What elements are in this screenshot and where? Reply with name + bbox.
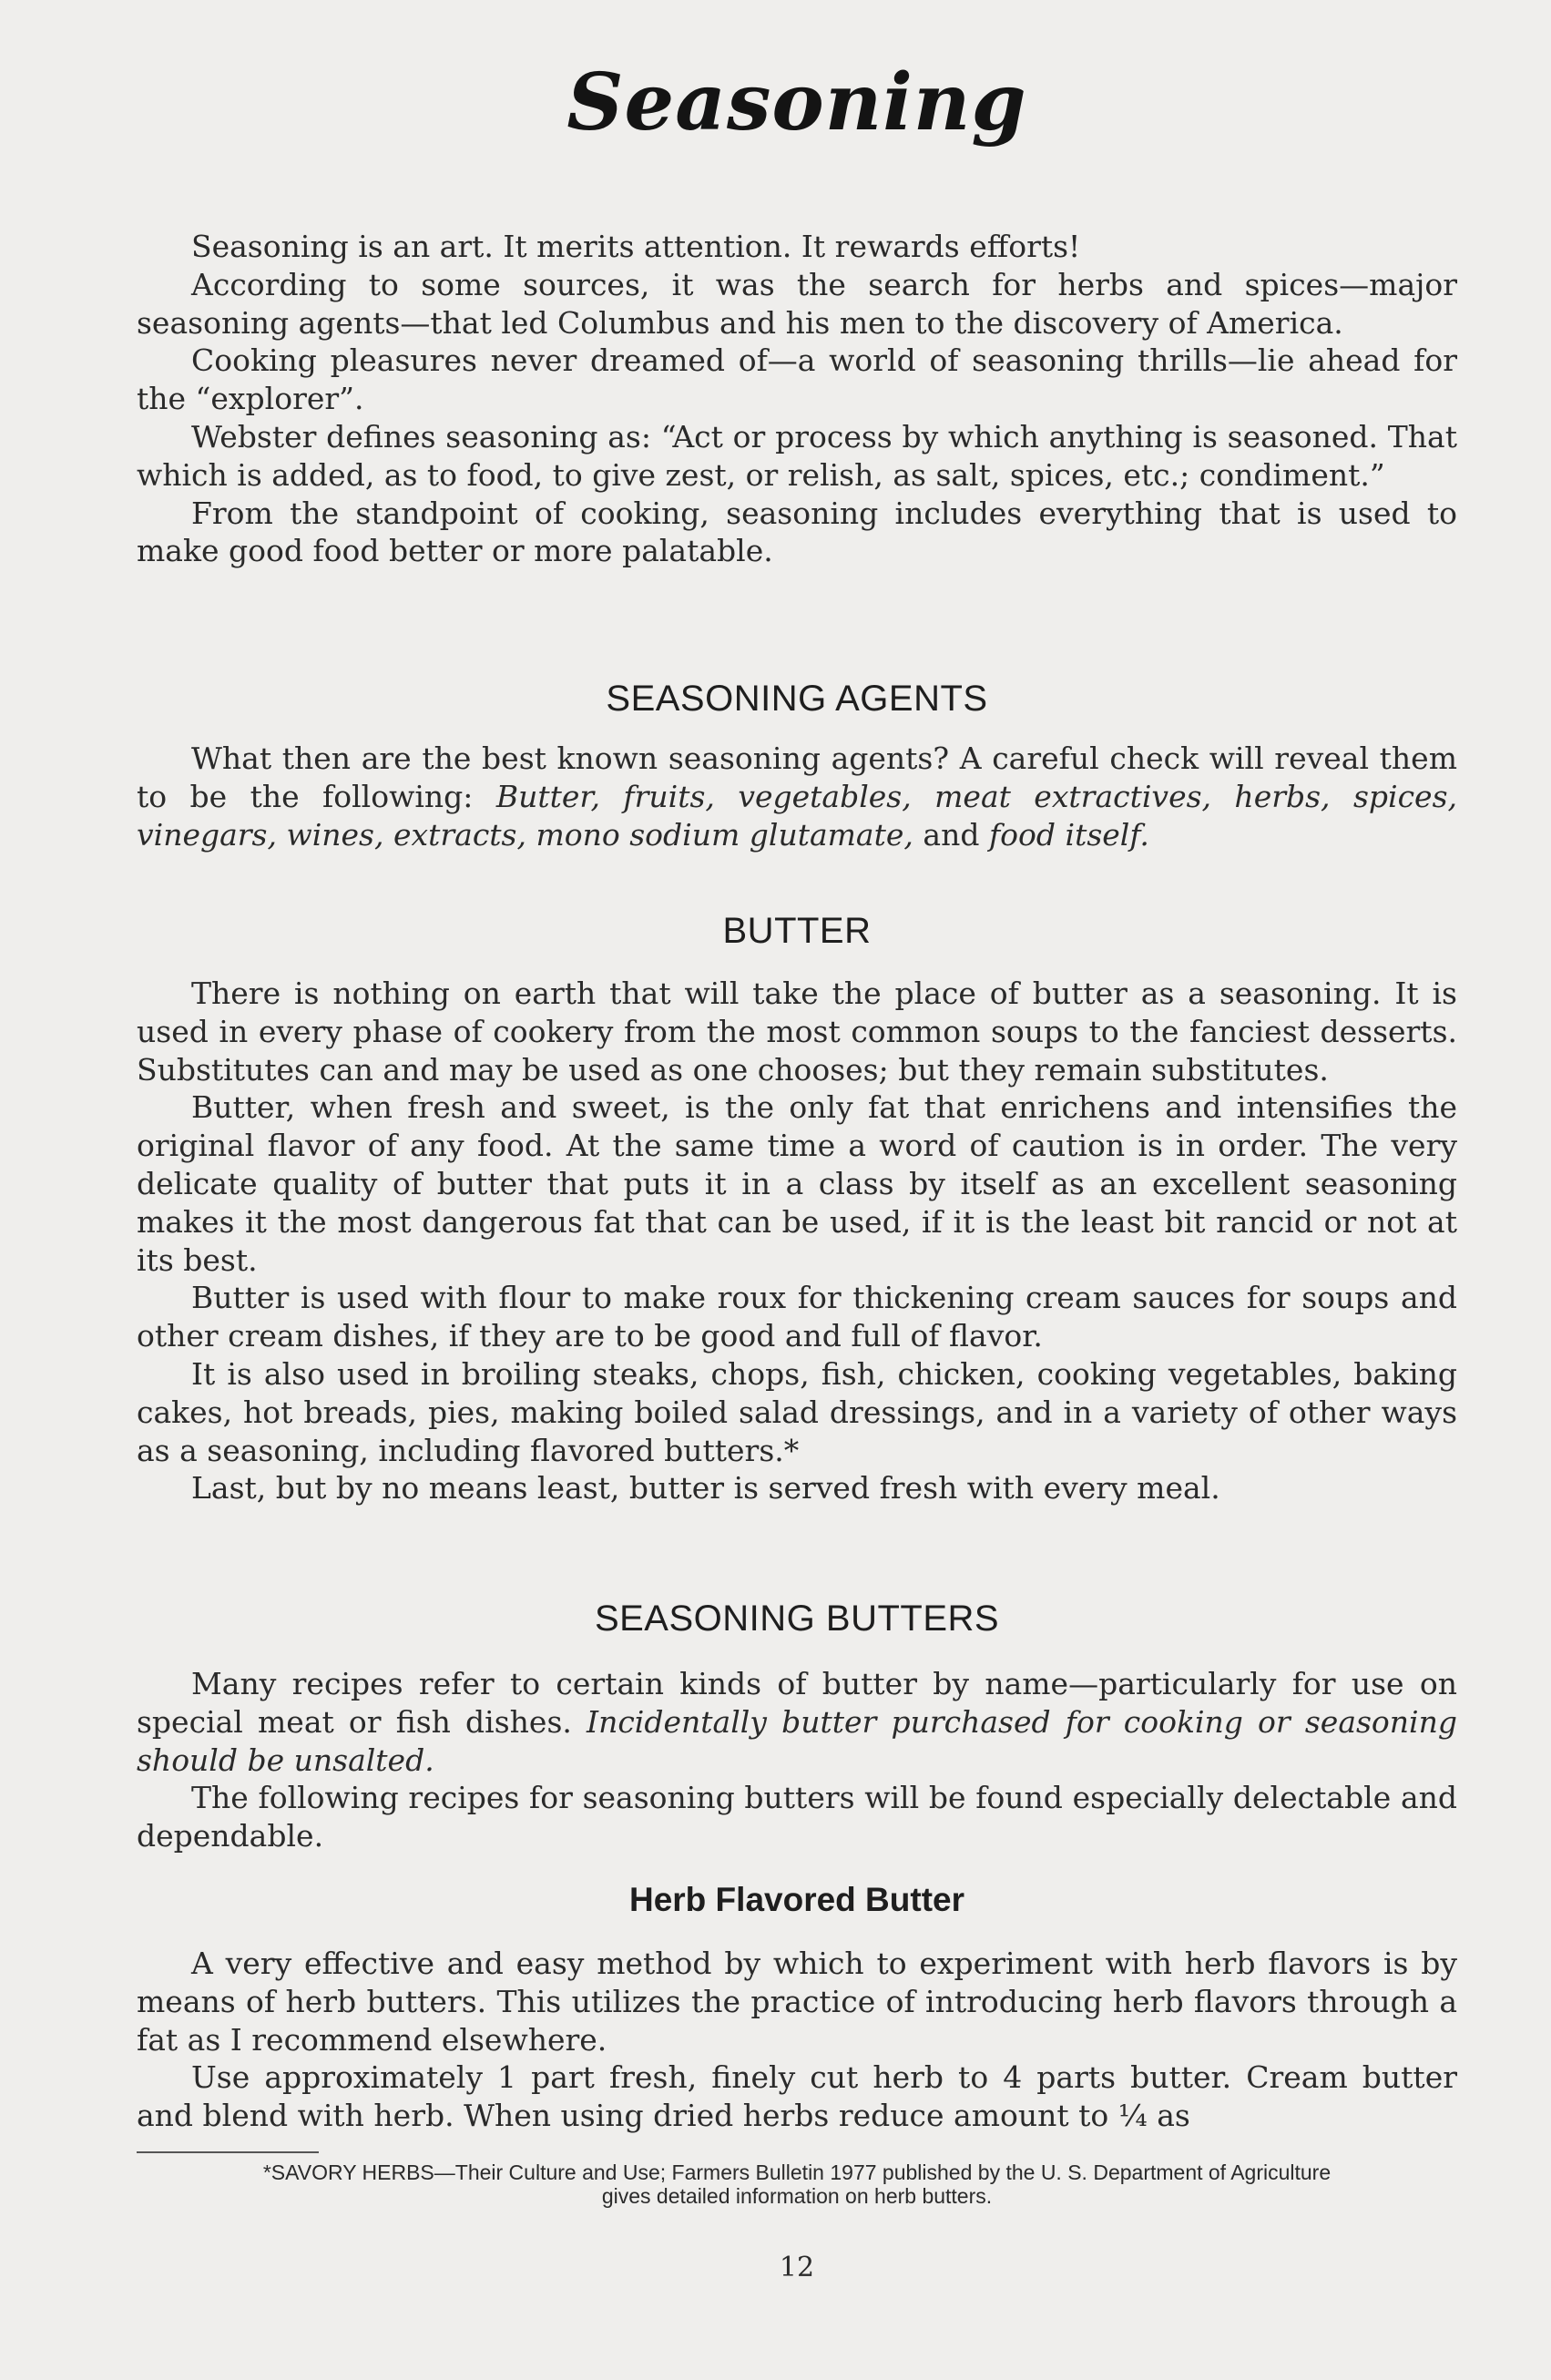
page-title: Seasoning (566, 56, 1027, 148)
herb-butter-heading: Herb Flavored Butter (628, 1881, 964, 1918)
seasoning-butters-text: Many recipes refer to certain kinds of butter by name—particularly for use on special meat or fish dishes. (137, 1666, 1457, 1740)
intro-section (137, 228, 1457, 570)
agents-and: and (923, 816, 980, 853)
intro-paragraph-3: Cooking pleasures never dreamed of—a world of seasoning thrills—lie ahead for the “explorer”. (137, 342, 1457, 417)
seasoning-butters-heading: SEASONING BUTTERS (594, 1599, 1000, 1639)
seasoning-agents-heading: SEASONING AGENTS (606, 679, 988, 719)
herb-butter-paragraph-2: Use approximately 1 part fresh, finely cut herb to 4 parts butter. Cream butter and blend with herb. When using dried herbs reduce amount to ¼ as (137, 2059, 1457, 2134)
butter-section (137, 975, 1457, 1507)
page-number: 12 (779, 2252, 815, 2283)
intro-paragraph-2: According to some sources, it was the search for herbs and spices—major seasoning agents—that led Columbus and his men to the discovery of America. (137, 266, 1457, 341)
seasoning-butters-paragraph-1 (137, 1665, 1457, 1779)
herb-butter-section (137, 1945, 1457, 2135)
footnote-line-1: *SAVORY HERBS—Their Culture and Use; Farmers Bulletin 1977 published by the U. S. Department of Agriculture (262, 2160, 1332, 2184)
butter-paragraph-4: It is also used in broiling steaks, chops, fish, chicken, cooking vegetables, baking cakes, hot breads, pies, making boiled salad dressings, and in a variety of other ways as a seasoning, including flavored butters.* (137, 1355, 1457, 1468)
herb-butter-paragraph-1: A very effective and easy method by which to experiment with herb flavors is by means of herb butters. This utilizes the practice of introducing herb flavors through a fat as I recommend elsewhere. (137, 1946, 1457, 2058)
butter-paragraph-1: There is nothing on earth that will take the place of butter as a seasoning. It is used in every phase of cookery from the most common soups to the fanciest desserts. Substitutes can and may be used as one chooses; but they remain substitutes. (137, 975, 1457, 1088)
butter-paragraph-2: Butter, when fresh and sweet, is the only fat that enrichens and intensifies the original flavor of any food. At the same time a word of caution is in order. The very delicate quality of butter that puts it in a class by itself as an excellent seasoning makes it the most dangerous fat that can be used, if it is the least bit rancid or not at its best. (137, 1089, 1457, 1278)
agents-section (137, 740, 1457, 853)
butter-heading: BUTTER (722, 911, 872, 951)
intro-paragraph-1: Seasoning is an art. It merits attention. It rewards efforts! (191, 229, 1081, 264)
intro-paragraph-4: Webster defines seasoning as: “Act or process by which anything is seasoned. That which is added, as to food, to give zest, or relish, as salt, spices, etc.; condiment.” (137, 418, 1457, 493)
butter-paragraph-3: Butter is used with flour to make roux for thickening cream sauces for soups and other cream dishes, if they are to be good and full of flavor. (137, 1280, 1457, 1354)
seasoning-butters-section (137, 1665, 1457, 1855)
agents-list-end: food itself. (988, 816, 1149, 853)
footnote (137, 2160, 1457, 2208)
agents-text: What then are the best known seasoning agents? A careful check will reveal them to be the following: (137, 741, 1457, 814)
agents-list: Butter, fruits, vegetables, meat extractives, herbs, spices, vinegars, wines, extracts, mono sodium glutamate, (137, 778, 1458, 853)
unsalted-note: Incidentally butter purchased for cooking or seasoning should be unsalted. (137, 1703, 1457, 1778)
agents-paragraph (137, 740, 1457, 853)
seasoning-butters-paragraph-2: The following recipes for seasoning butters will be found especially delectable and dependable. (137, 1780, 1457, 1854)
footnote-line-2: gives detailed information on herb butters. (601, 2184, 993, 2208)
butter-paragraph-5: Last, but by no means least, butter is served fresh with every meal. (191, 1470, 1220, 1507)
intro-paragraph-5: From the standpoint of cooking, seasoning includes everything that is used to make good food better or more palatable. (137, 495, 1457, 569)
footnote-divider (137, 2151, 319, 2153)
